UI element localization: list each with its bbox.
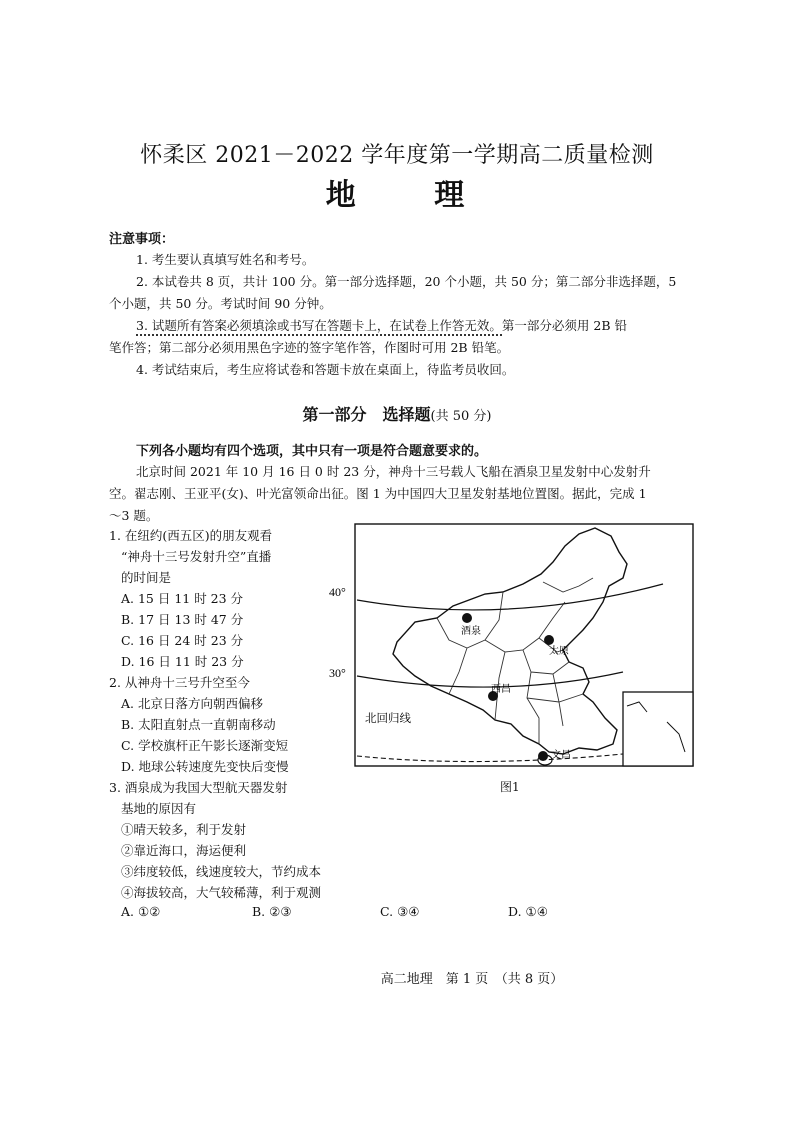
south-sea-inset <box>623 692 693 766</box>
jiuquan-site-marker <box>462 613 472 623</box>
section-title: 第一部分 选择题 <box>302 405 431 424</box>
question-3-condition: ③纬度较低，线速度较大，节约成本 <box>121 864 322 879</box>
question-2-option-c: C. 学校旗杆正午影长逐渐变短 <box>121 738 289 753</box>
question-3-condition: ①晴天较多，利于发射 <box>121 822 247 837</box>
jiuquan-label: 酒泉 <box>461 626 481 637</box>
notice-item: 笔作答；第二部分必须用黑色字迹的签字笔作答，作图时可用 2B 铅笔。 <box>109 340 510 355</box>
question-3-option-a: A. ①② <box>121 904 161 919</box>
question-1-option-c: C. 16 日 24 时 23 分 <box>121 633 244 648</box>
notice-item: 4. 考试结束后，考生应将试卷和答题卡放在桌面上，待监考员收回。 <box>136 362 515 377</box>
passage-line: 空。翟志刚、王亚平(女)、叶光富领命出征。图 1 为中国四大卫星发射基地位置图。据此，完成 1 <box>109 486 647 501</box>
question-3-option-b: B. ②③ <box>252 904 292 919</box>
taiyuan-site-marker <box>544 635 554 645</box>
tropic-label: 北回归线 <box>365 713 411 725</box>
notice-heading: 注意事项： <box>109 232 175 247</box>
question-1-stem: 1. 在纽约(西五区)的朋友观看 <box>109 528 273 543</box>
lat-40-label: 40° <box>329 585 346 599</box>
question-3-option-c: C. ③④ <box>380 904 420 919</box>
question-2-option-b: B. 太阳直射点一直朝南移动 <box>121 717 276 732</box>
notice-item <box>136 316 627 334</box>
notice-emphasis: 3. 试题所有答案必须填涂或书写在答题卡上，在试卷上作答无效。 <box>136 318 502 336</box>
question-intro: 下列各小题均有四个选项，其中只有一项是符合题意要求的。 <box>136 444 488 459</box>
question-3-condition: ②靠近海口，海运便利 <box>121 843 247 858</box>
question-1-option-d: D. 16 日 11 时 23 分 <box>121 654 244 669</box>
question-1-stem: “神舟十三号发射升空”直播 <box>121 549 272 564</box>
subject-title: 地 理 <box>325 178 499 213</box>
question-2-option-a: A. 北京日落方向朝西偏移 <box>121 696 263 711</box>
question-3-stem: 3. 酒泉成为我国大型航天器发射 <box>109 780 288 795</box>
section-heading <box>0 402 794 425</box>
lat-30-label: 30° <box>329 666 346 680</box>
passage-line: 北京时间 2021 年 10 月 16 日 0 时 23 分，神舟十三号载人飞船在酒泉卫星发射中心发射升 <box>136 464 651 479</box>
section-score: (共 50 分) <box>430 409 492 424</box>
question-3-option-d: D. ①④ <box>508 904 548 919</box>
question-2-stem: 2. 从神舟十三号升空至今 <box>109 675 250 690</box>
exam-title: 怀柔区 2021－2022 学年度第一学期高二质量检测 <box>140 143 654 168</box>
question-1-option-a: A. 15 日 11 时 23 分 <box>121 591 244 606</box>
question-1-option-b: B. 17 日 13 时 47 分 <box>121 612 244 627</box>
question-3-condition: ④海拔较高，大气较稀薄，利于观测 <box>121 885 322 900</box>
question-1-stem: 的时间是 <box>121 570 172 585</box>
figure-caption: 图1 <box>500 780 520 794</box>
notice-item: 2. 本试卷共 8 页，共计 100 分。第一部分选择题，20 个小题，共 50 分；第二部分非选择题，5 <box>136 274 677 289</box>
page-footer: 高二地理 第 1 页 （共 8 页） <box>380 972 564 987</box>
notice-item-tail: 第一部分必须用 2B 铅 <box>501 318 627 333</box>
notice-item: 1. 考生要认真填写姓名和考号。 <box>136 252 315 267</box>
wenchang-site-marker <box>538 751 548 761</box>
xichang-label: 西昌 <box>491 684 511 695</box>
question-3-stem: 基地的原因有 <box>121 801 197 816</box>
notice-item: 个小题，共 50 分。考试时间 90 分钟。 <box>109 296 332 311</box>
question-2-option-d: D. 地球公转速度先变快后变慢 <box>121 759 289 774</box>
china-launch-sites-map <box>327 522 695 792</box>
taiyuan-label: 太原 <box>549 646 569 657</box>
passage-line: ～3 题。 <box>109 508 159 523</box>
wenchang-label: 文昌 <box>551 750 571 761</box>
